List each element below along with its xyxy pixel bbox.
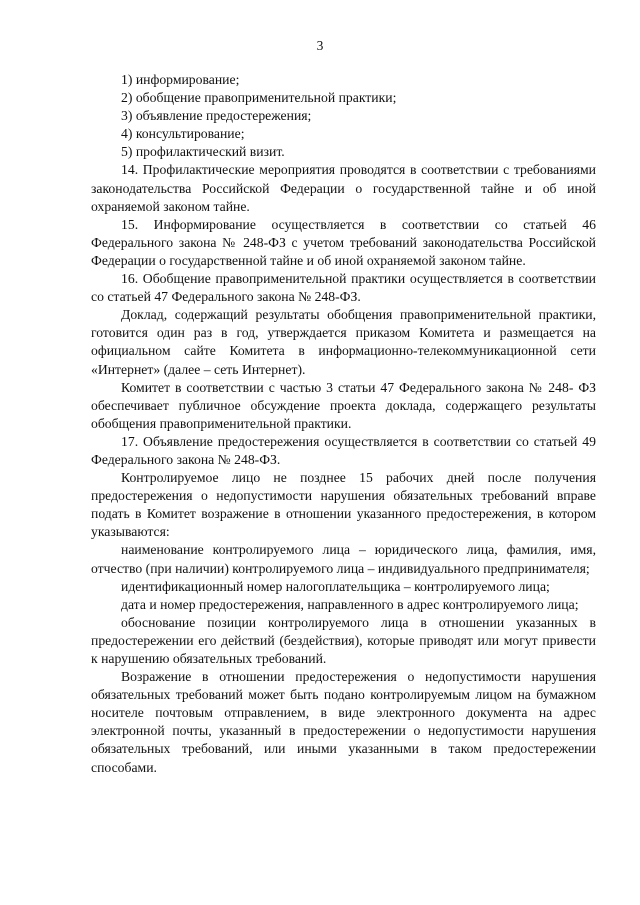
list-item-consulting: 4) консультирование; (121, 126, 245, 142)
paragraph-report: Доклад, содержащий результаты обобщения правоприменительной практики, готовится один раз в год, утверждается приказом Комитета и размещается на официальном сайте Комитета в информационно-телекоммуникационной сети «Интернет» (далее – сеть Интернет). (91, 307, 596, 377)
clause-14: 14. Профилактические мероприятия проводятся в соответствии с требованиями законодательства Российской Федерации о государственной тайне и об иной охраняемой законом тайне. (91, 162, 596, 214)
list-item-practice-generalization: 2) обобщение правоприменительной практики; (121, 90, 397, 106)
paragraph-objection-deadline: Контролируемое лицо не позднее 15 рабочих дней после получения предостережения о недопустимости нарушения обязательных требований вправе подать в Комитет возражение в отношении указанного предостережения, в котором указываются: (91, 470, 596, 540)
clause-16: 16. Обобщение правоприменительной практики осуществляется в соответствии со статьей 47 Федерального закона № 248-ФЗ. (91, 271, 596, 305)
list-item-preventive-visit: 5) профилактический визит. (121, 144, 285, 160)
paragraph-objection-submission: Возражение в отношении предостережения о недопустимости нарушения обязательных требований может быть подано контролируемым лицом на бумажном носителе почтовым отправлением, в виде электронного документа на адрес электронной почты, указанный в предостережении о недопустимости нарушения обязательных требований, или иными указанными в таком предостережении способами. (91, 669, 596, 775)
paragraph-objection-name: наименование контролируемого лица – юридического лица, фамилия, имя, отчество (при наличии) контролируемого лица – индивидуального предпринимателя; (91, 542, 596, 576)
document-body (91, 71, 596, 777)
paragraph-objection-justification: обоснование позиции контролируемого лица в отношении указанных в предостережении его действий (бездействия), которые приводят или могут привести к нарушению обязательных требований. (91, 614, 596, 666)
list-item-informing: 1) информирование; (121, 72, 240, 87)
clause-15: 15. Информирование осуществляется в соответствии со статьей 46 Федерального закона № 248-ФЗ с учетом требований законодательства Российской Федерации о государственной тайне и об иной охраняемой законом тайне. (91, 216, 596, 268)
list-item-warning-announcement: 3) объявление предостережения; (121, 108, 312, 124)
paragraph-objection-warning-date: дата и номер предостережения, направленного в адрес контролируемого лица; (121, 596, 579, 612)
clause-17: 17. Объявление предостережения осуществляется в соответствии со статьей 49 Федерального закона № 248-ФЗ. (91, 433, 596, 467)
page-number: 3 (316, 38, 324, 53)
paragraph-public-discussion: Комитет в соответствии с частью 3 статьи 47 Федерального закона № 248- ФЗ обеспечивает публичное обсуждение проекта доклада, содержащего результаты обобщения правоприменительной практики. (91, 379, 596, 431)
paragraph-objection-inn: идентификационный номер налогоплательщика – контролируемого лица; (121, 578, 550, 594)
